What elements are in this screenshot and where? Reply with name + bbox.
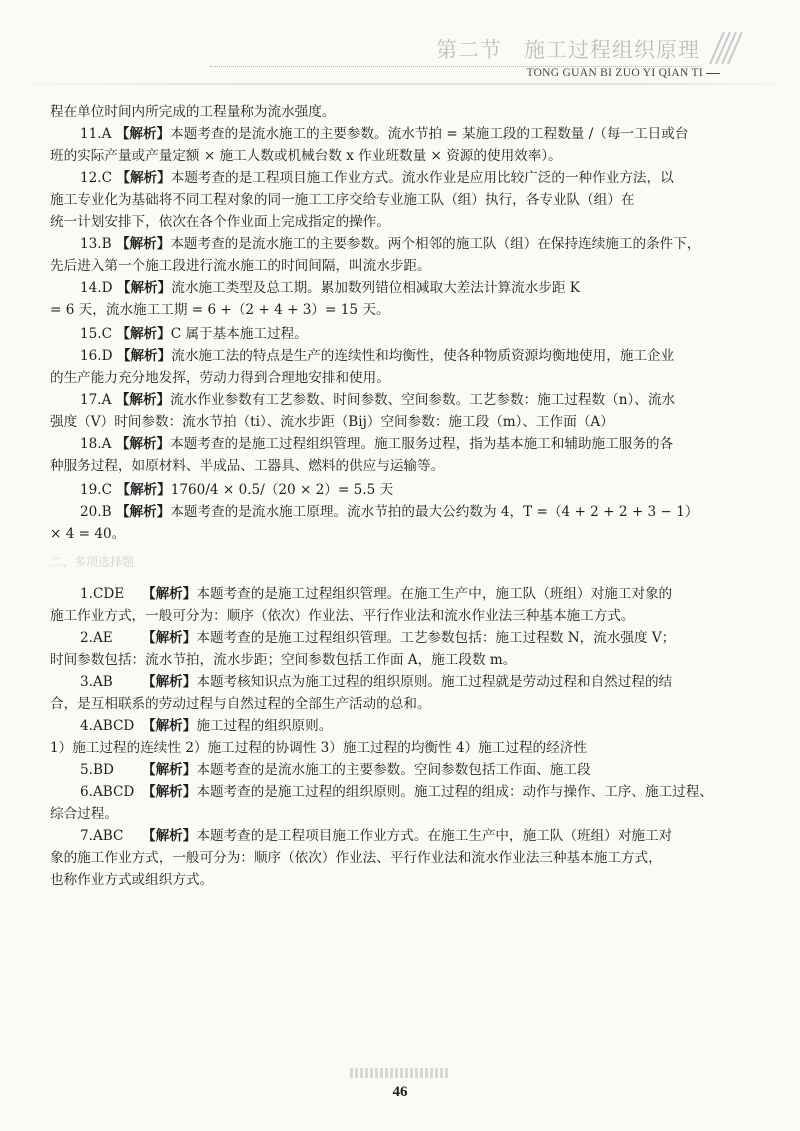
answer-line — [80, 716, 332, 736]
continuation-line — [50, 694, 431, 714]
answer-number: 13.B — [80, 236, 112, 252]
footer-ornament — [350, 1068, 450, 1078]
answer-number: 2.AE — [80, 630, 113, 646]
analysis-keyword: 【解析】 — [142, 586, 197, 602]
answer-text: 种服务过程，如原材料、半成品、工器具、燃料的供应与运输等。 — [50, 458, 445, 474]
section-label: 第二节 — [436, 38, 502, 62]
page-header — [0, 0, 800, 90]
answer-text: 施工过程的组织原则。 — [196, 718, 333, 734]
answer-number: 12.C — [80, 170, 113, 186]
answer-line — [80, 502, 698, 522]
answer-text: 本题考查的是流水施工原理。流水节拍的最大公约数为 4，T =（4 + 2 + 2 + 3 − 1） — [170, 504, 699, 520]
answer-line — [80, 390, 675, 410]
answer-text: 1）施工过程的连续性 2）施工过程的协调性 3）施工过程的均衡性 4）施工过程的经济性 — [50, 740, 587, 756]
answer-text: 流水施工类型及总工期。累加数列错位相减取大差法计算流水步距 K — [171, 280, 580, 296]
answer-number: 16.D — [80, 348, 113, 364]
answer-number: 18.A — [80, 436, 112, 452]
answer-text: 合，是互相联系的劳动过程与自然过程的全部生产活动的总和。 — [50, 696, 431, 712]
answer-text: 班的实际产量或产量定额 × 施工人数或机械台数 x 作业班数量 × 资源的使用效率）。 — [50, 148, 562, 164]
analysis-keyword: 【解析】 — [115, 392, 171, 408]
chapter-title: 施工过程组织原理 — [524, 38, 700, 62]
answer-number: 15.C — [80, 326, 113, 342]
answer-text: 本题考查的是施工过程的组织原则。施工过程的组成：动作与操作、工序、施工过程、 — [196, 784, 713, 800]
answer-number: 20.B — [80, 504, 112, 520]
answer-text: 统一计划安排下，依次在各个作业面上完成指定的操作。 — [50, 214, 390, 230]
continuation-line — [50, 102, 335, 122]
answer-text: 象的施工作业方式，一般可分为：顺序（依次）作业法、平行作业法和流水作业法三种基本施工方式， — [50, 850, 662, 866]
answer-text: 流水作业参数有工艺参数、时间参数、空间参数。工艺参数：施工过程数（n）、流水 — [170, 392, 676, 408]
analysis-keyword: 【解析】 — [116, 482, 171, 498]
analysis-keyword: 【解析】 — [142, 674, 197, 690]
running-head — [436, 34, 700, 64]
answer-text: 强度（V）时间参数：流水节拍（ti）、流水步距（Bij）空间参数：施工段（m）、工作面（A） — [50, 414, 614, 430]
answer-text: C 属于基本施工过程。 — [170, 326, 308, 342]
answer-line — [80, 434, 673, 454]
answer-line — [80, 672, 672, 692]
answer-number: 19.C — [80, 482, 113, 498]
answer-text: 也称作业方式或组织方式。 — [50, 872, 214, 888]
answer-line — [80, 124, 688, 144]
answer-text: 施工专业化为基础将不同工程对象的同一施工工序交给专业施工队（组）执行，各专业队（组）在 — [50, 192, 635, 208]
analysis-keyword: 【解析】 — [115, 236, 171, 252]
answer-number: 11.A — [80, 126, 112, 142]
continuation-line — [50, 190, 635, 210]
continuation-line — [50, 146, 562, 166]
continuation-line — [50, 804, 118, 824]
analysis-keyword: 【解析】 — [142, 762, 197, 778]
continuation-line — [50, 300, 390, 320]
answer-text: 本题考查的是工程项目施工作业方式。在施工生产中，施工队（班组）对施工对 — [196, 828, 673, 844]
continuation-line — [50, 368, 390, 388]
continuation-line — [50, 848, 662, 868]
analysis-keyword: 【解析】 — [115, 126, 171, 142]
answer-number: 3.AB — [80, 674, 113, 690]
answer-number: 5.BD — [80, 762, 114, 778]
answer-number: 6.ABCD — [80, 784, 135, 800]
answer-line — [80, 760, 591, 780]
slash-decoration-icon — [702, 30, 742, 64]
answer-text: 本题考查的是流水施工的主要参数。两个相邻的施工队（组）在保持连续施工的条件下， — [170, 236, 701, 252]
answer-line — [80, 826, 672, 846]
answer-line — [80, 628, 675, 648]
answer-text: 流水施工法的特点是生产的连续性和均衡性，使各种物质资源均衡地使用，施工企业 — [171, 348, 675, 364]
analysis-keyword: 【解析】 — [142, 630, 197, 646]
answer-number: 7.ABC — [80, 828, 124, 844]
continuation-line — [50, 212, 390, 232]
continuation-line — [50, 606, 635, 626]
analysis-keyword: 【解析】 — [142, 828, 197, 844]
answer-line — [80, 346, 674, 366]
answer-text: 本题考查的是流水施工的主要参数。流水节拍 = 某施工段的工程数量 /（每一工日或台 — [170, 126, 689, 142]
continuation-line — [50, 256, 431, 276]
analysis-keyword: 【解析】 — [116, 348, 172, 364]
answer-number: 4.ABCD — [80, 718, 135, 734]
analysis-keyword: 【解析】 — [116, 170, 171, 186]
answer-text: 施工作业方式，一般可分为：顺序（依次）作业法、平行作业法和流水作业法三种基本施工方式。 — [50, 608, 635, 624]
continuation-line — [50, 650, 516, 670]
answer-line — [80, 168, 674, 188]
answer-line — [80, 324, 308, 344]
section-heading: 二、多项选择题 — [50, 555, 135, 569]
answer-number: 14.D — [80, 280, 113, 296]
page-number: 46 — [392, 1084, 408, 1100]
answer-text: 先后进入第一个施工段进行流水施工的时间间隔，叫流水步距。 — [50, 258, 431, 274]
continuation-line — [50, 524, 125, 544]
analysis-keyword: 【解析】 — [142, 718, 197, 734]
answer-line — [80, 480, 393, 500]
answer-text: 本题考查的是施工过程组织管理。施工服务过程，指为基本施工和辅助施工服务的各 — [170, 436, 674, 452]
answer-line — [80, 278, 580, 298]
analysis-keyword: 【解析】 — [142, 784, 197, 800]
answer-number: 17.A — [80, 392, 112, 408]
answer-line — [80, 584, 672, 604]
answer-number: 1.CDE — [80, 586, 125, 602]
answer-text: 时间参数包括：流水节拍，流水步距；空间参数包括工作面 A，施工段数 m。 — [50, 652, 517, 668]
analysis-keyword: 【解析】 — [116, 326, 171, 342]
continuation-line — [50, 870, 213, 890]
answer-text: 的生产能力充分地发挥，劳动力得到合理地安排和使用。 — [50, 370, 390, 386]
continuation-line — [50, 412, 614, 432]
answer-text: 本题考查的是施工过程组织管理。在施工生产中，施工队（班组）对施工对象的 — [196, 586, 673, 602]
header-divider — [0, 83, 800, 85]
answer-text: 1760/4 × 0.5/（20 × 2）= 5.5 天 — [170, 482, 394, 498]
answer-text: 本题考核知识点为施工过程的组织原则。施工过程就是劳动过程和自然过程的结 — [196, 674, 673, 690]
answer-line — [80, 234, 700, 254]
answer-text: = 6 天，流水施工工期 = 6 +（2 + 4 + 3）= 15 天。 — [50, 302, 390, 318]
continuation-line — [50, 738, 587, 758]
analysis-keyword: 【解析】 — [116, 280, 172, 296]
answer-text: 综合过程。 — [50, 806, 118, 822]
answer-text: 程在单位时间内所完成的工程量称为流水强度。 — [50, 104, 336, 120]
answer-text: 本题考查的是施工过程组织管理。工艺参数包括：施工过程数 N，流水强度 V； — [196, 630, 676, 646]
header-subtitle-text: TONG GUAN BI ZUO YI QIAN TI — [526, 67, 703, 79]
answer-line — [80, 782, 713, 802]
answer-text: 本题考查的是流水施工的主要参数。空间参数包括工作面、施工段 — [196, 762, 591, 778]
answer-text: 本题考查的是工程项目施工作业方式。流水作业是应用比较广泛的一种作业方法，以 — [170, 170, 674, 186]
header-subtitle — [526, 67, 720, 79]
continuation-line — [50, 456, 444, 476]
analysis-keyword: 【解析】 — [115, 504, 171, 520]
answer-text: × 4 = 40。 — [50, 526, 126, 542]
analysis-keyword: 【解析】 — [115, 436, 171, 452]
